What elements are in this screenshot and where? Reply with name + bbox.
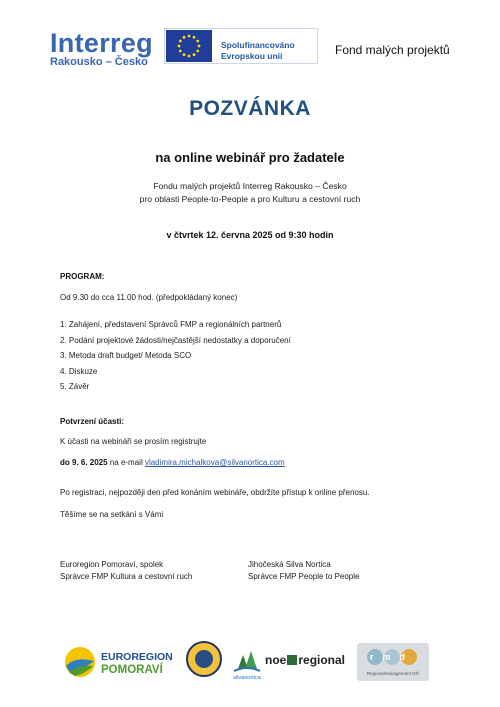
program-heading: PROGRAM: — [60, 272, 105, 281]
invitation-subtitle: na online webinář pro žadatele — [155, 150, 345, 165]
signature-silva-nortica — [248, 559, 359, 583]
closing-text: Těšíme se na setkání s Vámi — [60, 510, 164, 519]
registration-deadline: do 9. 6. 2025 — [60, 458, 108, 467]
eu-line-2: Evropskou unií — [221, 51, 283, 61]
program-time: Od 9.30 do cca 11.00 hod. (předpokládaný konec) — [60, 293, 238, 302]
noe-regional-logo — [265, 653, 345, 667]
regional-seal-logo — [186, 641, 222, 677]
regionalmanagement-logo — [357, 643, 429, 681]
event-date: v čtvrtek 12. června 2025 od 9:30 hodin — [166, 230, 334, 240]
signature-org: Jihočeská Silva Nortica — [248, 560, 331, 569]
noe-logo-left: noe — [265, 653, 287, 667]
silva-logo-label: silvanortica — [233, 675, 261, 681]
program-list — [60, 320, 291, 398]
eu-flag-icon — [166, 30, 212, 62]
silva-nortica-logo — [230, 641, 264, 686]
list-item: 1. Zahájení, představení Správců FMP a regionálních partnerů — [60, 320, 282, 329]
seal-center-icon — [195, 650, 213, 668]
invitation-intro — [0, 180, 500, 205]
noe-logo-right: regional — [298, 653, 346, 667]
signature-role: Správce FMP Kultura a cestovní ruch — [60, 572, 193, 581]
interreg-logo-text: Interreg — [50, 28, 153, 58]
intro-line-2: pro oblasti People-to-People a pro Kulturu a cestovní ruch — [139, 193, 361, 204]
list-item: 2. Podání projektové žádosti/nejčastější nedostatky a doporučení — [60, 335, 291, 345]
euroregion-logo-line2: POMORAVÍ — [101, 664, 163, 676]
confirmation-heading: Potvrzení účasti: — [60, 417, 125, 426]
fund-title: Fond malých projektů — [335, 43, 450, 57]
signature-org: Euroregion Pomoraví, spolek — [60, 560, 164, 569]
registration-text: K účasti na webináři se prosím registrujte — [60, 437, 207, 446]
eu-cofinance-text — [221, 40, 295, 62]
eu-stars-icon — [166, 30, 212, 62]
signature-role: Správce FMP People to People — [248, 572, 360, 581]
rmd-logo-letters: rmd — [369, 652, 415, 662]
interreg-region-text: Rakousko – Česko — [50, 56, 148, 68]
list-item: 3. Metoda draft budget/ Metoda SCO — [60, 351, 192, 360]
registration-email-link[interactable]: vladimira.michalkova@silvanortica.com — [144, 458, 285, 467]
euroregion-pomoravi-logo — [63, 644, 178, 685]
rmd-logo-caption: Regionalmanagement OÖ — [366, 671, 420, 676]
registration-deadline-line — [60, 458, 285, 467]
access-note: Po registraci, nejpozději den před konáním webináře, obdržíte přístup k online přenosu. — [60, 488, 370, 497]
eu-line-1: Spolufinancováno — [221, 40, 295, 50]
email-prefix: na e-mail — [107, 458, 145, 467]
signature-euroregion — [60, 559, 192, 583]
list-item: 5. Závěr — [60, 382, 90, 391]
invitation-title: POZVÁNKA — [189, 97, 311, 120]
intro-line-1: Fondu malých projektů Interreg Rakousko – Česko — [153, 181, 347, 191]
noe-logo-mark-icon — [287, 655, 297, 665]
euroregion-logo-line1: EUROREGION — [101, 651, 173, 663]
list-item: 4. Diskuze — [60, 366, 98, 376]
